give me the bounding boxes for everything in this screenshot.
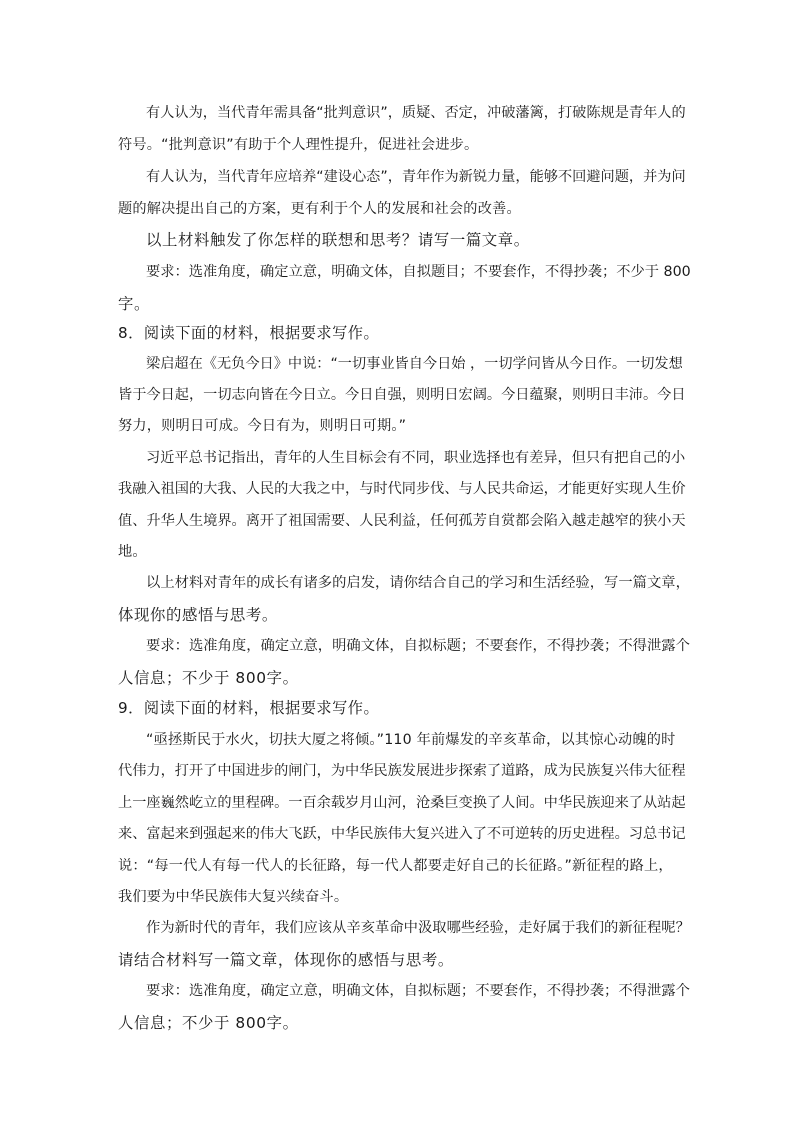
text-line: 作为新时代的青年，我们应该从辛亥革命中汲取哪些经验，走好属于我们的新征程呢？: [146, 920, 690, 936]
text-line: 字。: [118, 295, 150, 313]
text-line: 说：“每一代人有每一代人的长征路，每一代人都要走好自己的长征路。”新征程的路上，: [118, 858, 673, 874]
text-line: 皆于今日起，一切志向皆在今日立。今日自强，则明日宏阔。今日蕴聚，则明日丰沛。今日: [118, 387, 686, 403]
text-line: 我们要为中华民族伟大复兴续奋斗。: [118, 889, 349, 905]
text-line: 来、富起来到强起来的伟大飞跃，中华民族伟大复兴进入了不可逆转的历史进程。习总书记: [118, 826, 686, 842]
text-line: 要求：选准角度，确定立意，明确文体，自拟标题；不要套作，不得抄袭；不得泄露个: [146, 638, 690, 654]
text-line: 要求：选准角度，确定立意，明确文体，自拟题目；不要套作，不得抄袭；不少于 800: [146, 264, 691, 280]
text-line: 人信息；不少于 800字。: [118, 1014, 299, 1032]
question-8-heading: 8．阅读下面的材料，根据要求写作。: [118, 324, 380, 342]
text-line: 题的解决提出自己的方案，更有利于个人的发展和社会的改善。: [118, 201, 521, 217]
text-line: 梁启超在《无负今日》中说：“一切事业皆自今日始 ，一切学问皆从今日作。一切发想: [146, 356, 683, 372]
text-line: 代伟力，打开了中国进步的闸门，为中华民族发展进步探索了道路，成为民族复兴伟大征程: [118, 763, 686, 779]
text-line: 符号。“批判意识”有助于个人理性提升，促进社会进步。: [118, 137, 479, 153]
text-line: 习近平总书记指出，青年的人生目标会有不同，职业选择也有差异，但只有把自己的小: [146, 450, 686, 466]
text-line: 上一座巍然屹立的里程碑。一百余载岁月山河，沧桑巨变换了人间。中华民族迎来了从站起: [118, 795, 686, 811]
text-line: 请结合材料写一篇文章，体现你的感悟与思考。: [118, 951, 454, 969]
question-9-heading: 9．阅读下面的材料，根据要求写作。: [118, 699, 380, 717]
text-line: “亟拯斯民于水火，切扶大厦之将倾。”110 年前爆发的辛亥革命，以其惊心动魄的时: [146, 732, 676, 748]
text-line: 有人认为，当代青年应培养“建设心态”，青年作为新锐力量，能够不回避问题，并为问: [146, 169, 686, 185]
text-line: 以上材料对青年的成长有诸多的启发，请你结合自己的学习和生活经验，写一篇文章，: [146, 575, 690, 591]
text-line: 地。: [118, 544, 147, 560]
text-line: 体现你的感悟与思考。: [118, 606, 278, 624]
text-line: 人信息；不少于 800字。: [118, 669, 299, 687]
text-line: 努力，则明日可成。今日有为，则明日可期。”: [118, 418, 407, 434]
text-line: 有人认为，当代青年需具备“批判意识”，质疑、否定，冲破藩篱，打破陈规是青年人的: [146, 105, 686, 121]
text-line: 值、升华人生境界。离开了祖国需要、人民利益，任何孤芳自赏都会陷入越走越窄的狭小天: [118, 513, 686, 529]
intro-prompt: 以上材料触发了你怎样的联想和思考？请写一篇文章。: [146, 231, 530, 249]
text-line: 我融入祖国的大我、人民的大我之中，与时代同步伐、与人民共命运，才能更好实现人生价: [118, 481, 686, 497]
text-line: 要求：选准角度，确定立意，明确文体，自拟标题；不要套作，不得抄袭；不得泄露个: [146, 983, 690, 999]
